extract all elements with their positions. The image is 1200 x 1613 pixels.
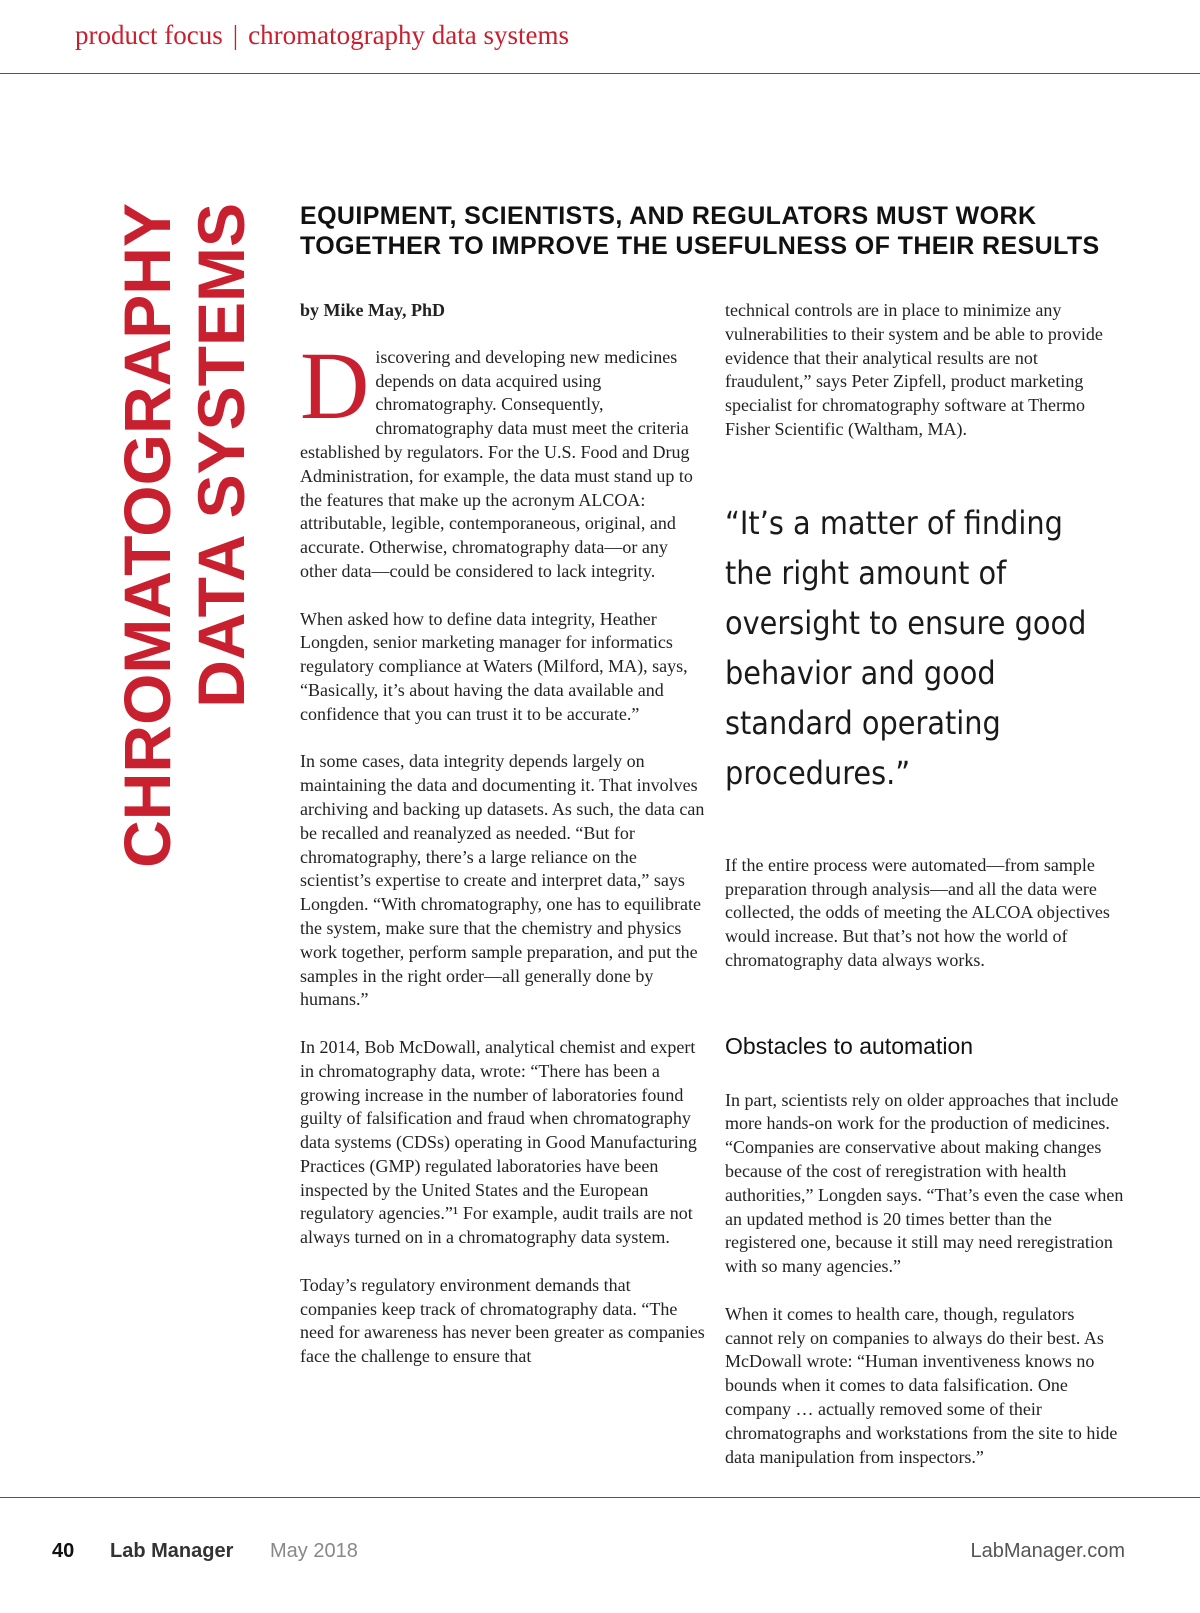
deck-line-1: EQUIPMENT, SCIENTISTS, AND REGULATORS MUST WORK xyxy=(300,202,1037,230)
magazine-name: Lab Manager xyxy=(110,1540,234,1562)
byline: by Mike May, PhD xyxy=(300,300,446,320)
paragraph-1-text: iscovering and developing new medicines depends on data acquired using chromatography. Consequently, chromatography data must meet the criteria established by regulators. For the U.S. Food and Drug Administration, for example, the data must stand up to the features that make up the acronym ALCOA: attributable, legible, contemporaneous, original, and accurate. Otherwise, chromatography data—or any other data—could be considered to lack integrity. xyxy=(300,346,693,581)
page-number: 40 xyxy=(52,1540,75,1562)
section-separator: | xyxy=(232,20,239,50)
website-link[interactable]: LabManager.com xyxy=(970,1540,1125,1562)
section-topic: chromatography data systems xyxy=(248,20,570,50)
paragraph-1 xyxy=(300,331,705,584)
paragraph-3: In some cases, data integrity depends largely on maintaining the data and documenting it. That involves archiving and backing up datasets. As such, the data can be recalled and reanalyzed as needed. “But for chromatography, there’s a large reliance on the scientist’s expertise to create and interpret data,” says Longden. “With chromatography, one has to equilibrate the system, make sure that the chemistry and physics work together, perform sample preparation, and put the samples in the right order—all generally done by humans.” xyxy=(300,751,705,1010)
article-title-line-2: DATA SYSTEMS xyxy=(184,203,258,708)
article-deck xyxy=(300,201,1120,261)
paragraph-9: When it comes to health care, though, regulators cannot rely on companies to always do their best. As McDowall wrote: “Human inventiveness knows no bounds when it comes to data falsification. One company … actually removed some of their chromatographs and workstations from the site to hide data manipulation from inspectors.” xyxy=(725,1303,1118,1467)
footer-rule xyxy=(0,1497,1200,1498)
subhead-obstacles: Obstacles to automation xyxy=(725,1032,974,1059)
pull-quote: “It’s a matter of finding the right amount of oversight to ensure good behavior and good standard operating procedures.” xyxy=(725,503,1087,792)
article-column-right xyxy=(725,299,1125,1493)
section-header xyxy=(75,20,569,51)
article-title-line-1: CHROMATOGRAPHY xyxy=(110,203,184,868)
paragraph-5: Today’s regulatory environment demands that companies keep track of chromatography data. “The need for awareness has never been greater as companies face the challenge to ensure that xyxy=(300,1274,705,1367)
article-title xyxy=(110,203,260,1063)
paragraph-4: In 2014, Bob McDowall, analytical chemist and expert in chromatography data, wrote: “There has been a growing increase in the number of laboratories found guilty of falsification and fraud when chromatography data systems (CDSs) operating in Good Manufacturing Practices (GMP) regulated laboratories have been inspected by the United States and the European regulatory agencies.”¹ For example, audit trails are not always turned on in a chromatography data system. xyxy=(300,1036,697,1248)
section-label: product focus xyxy=(75,20,223,50)
header-rule xyxy=(0,73,1200,74)
issue-date: May 2018 xyxy=(270,1540,358,1562)
page-footer xyxy=(0,1540,1200,1570)
paragraph-6: technical controls are in place to minimize any vulnerabilities to their system and be able to provide evidence that their analytical results are not fraudulent,” says Peter Zipfell, product marketing specialist for chromatography software at Thermo Fisher Scientific (Waltham, MA). xyxy=(725,300,1103,439)
article-column-left xyxy=(300,299,705,1393)
paragraph-2: When asked how to define data integrity, Heather Longden, senior marketing manager for informatics regulatory compliance at Waters (Milford, MA), says, “Basically, it’s about having the data available and confidence that you can trust it to be accurate.” xyxy=(300,608,688,724)
drop-cap: D xyxy=(300,331,370,439)
paragraph-8: In part, scientists rely on older approaches that include more hands-on work for the production of medicines. “Companies are conservative about making changes because of the cost of reregistration with health authorities,” Longden says. “That’s even the case when an updated method is 20 times better than the registered one, because it still may need reregistration with so many agencies.” xyxy=(725,1089,1124,1277)
paragraph-7: If the entire process were automated—from sample preparation through analysis—and all the data were collected, the odds of meeting the ALCOA objectives would increase. But that’s not how the world of chromatography data always works. xyxy=(725,854,1110,970)
deck-line-2: TOGETHER TO IMPROVE THE USEFULNESS OF THEIR RESULTS xyxy=(300,232,1100,260)
